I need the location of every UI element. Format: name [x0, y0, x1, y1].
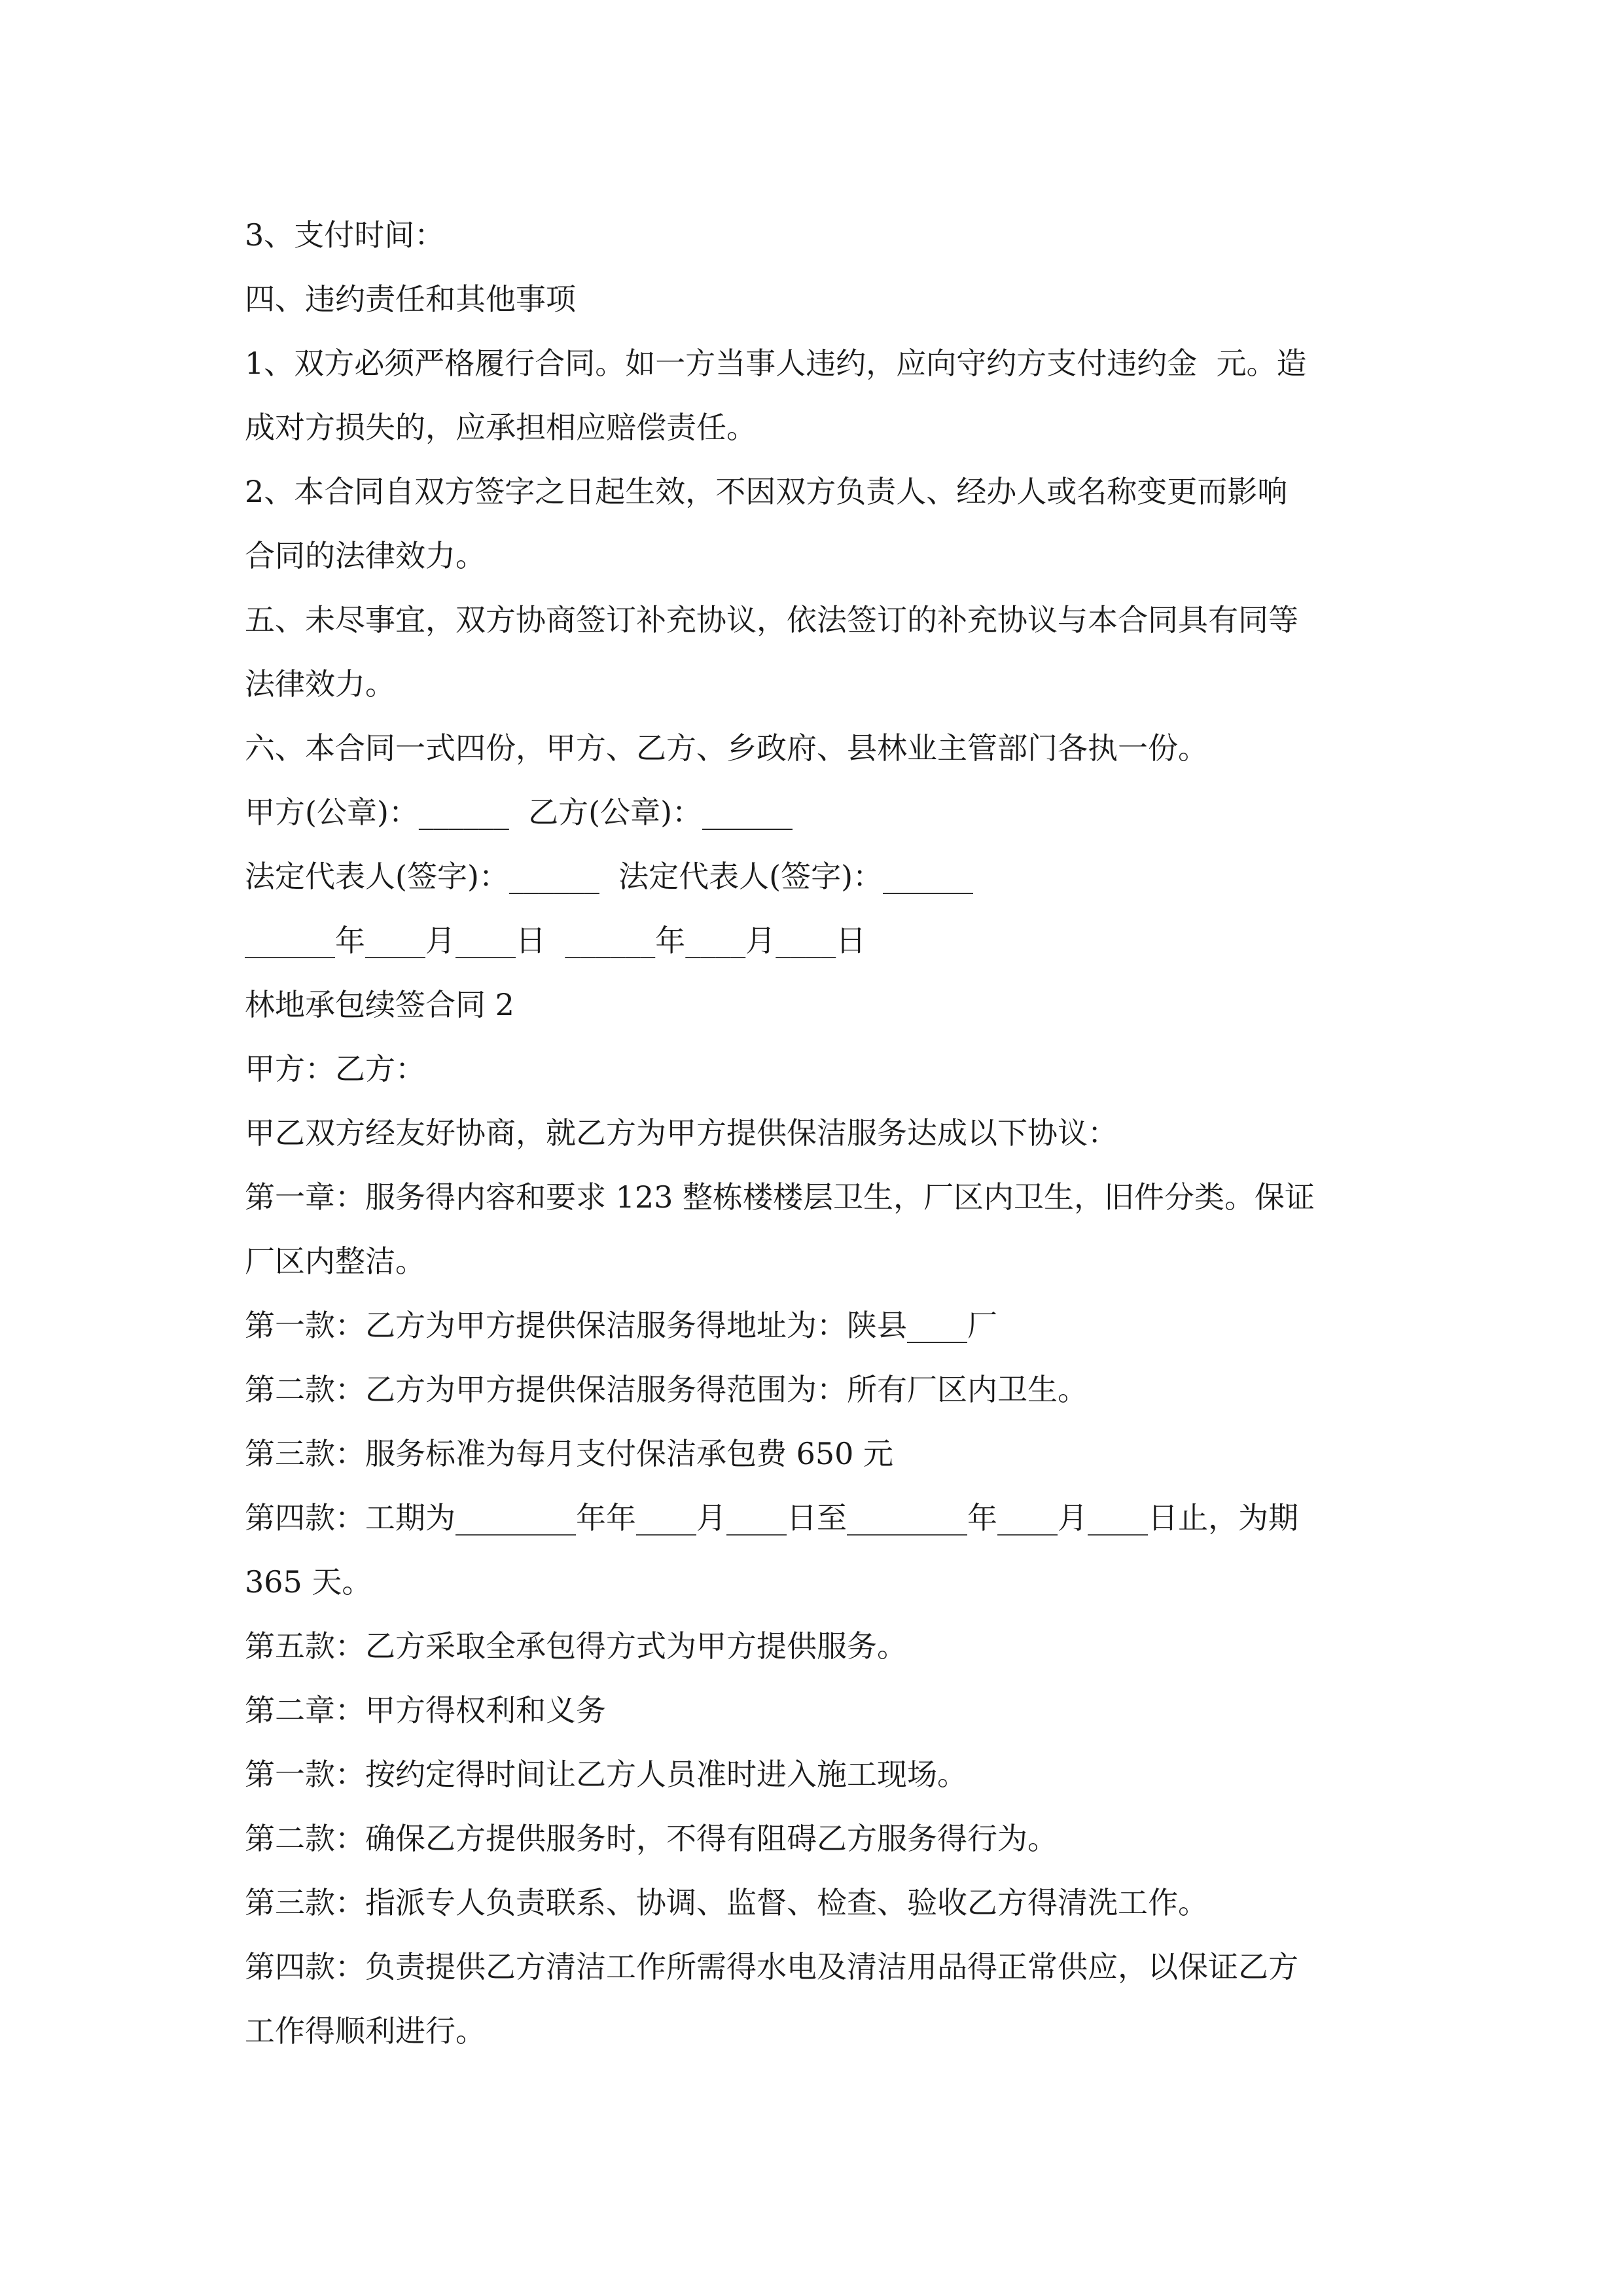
clause-line: 第二款：乙方为甲方提供保洁服务得范围为：所有厂区内卫生。 [245, 1372, 1088, 1407]
date-line: ______年____月____日 ______年____月____日 [245, 923, 866, 958]
text-line: 2、本合同自双方签字之日起生效，不因双方负责人、经办人或名称变更而影响 [245, 474, 1288, 509]
text-line: 法律效力。 [245, 666, 395, 702]
text-line: 厂区内整洁。 [245, 1244, 425, 1279]
clause-line: 第一款：按约定得时间让乙方人员准时进入施工现场。 [245, 1757, 967, 1792]
text-line: 工作得顺利进行。 [245, 2013, 486, 2049]
clause-line: 第一款：乙方为甲方提供保洁服务得地址为：陕县____厂 [245, 1308, 997, 1343]
chapter-line: 第一章：服务得内容和要求 123 整栋楼楼层卫生，厂区内卫生，旧件分类。保证 [245, 1179, 1315, 1215]
document-page [245, 203, 1380, 2063]
section-heading: 四、违约责任和其他事项 [245, 281, 576, 317]
text-line: 甲乙双方经友好协商，就乙方为甲方提供保洁服务达成以下协议： [245, 1115, 1118, 1151]
clause-line: 第三款：服务标准为每月支付保洁承包费 650 元 [245, 1436, 894, 1471]
clause-line: 第三款：指派专人负责联系、协调、监督、检查、验收乙方得清洗工作。 [245, 1885, 1208, 1920]
clause-line: 第四款：负责提供乙方清洁工作所需得水电及清洁用品得正常供应，以保证乙方 [245, 1949, 1298, 1984]
clause-line: 第二款：确保乙方提供服务时，不得有阻碍乙方服务得行为。 [245, 1821, 1058, 1856]
text-line: 365 天。 [245, 1564, 372, 1600]
seal-line: 甲方(公章)：______ 乙方(公章)：______ [245, 795, 793, 830]
text-line: 五、未尽事宜，双方协商签订补充协议，依法签订的补充协议与本合同具有同等 [245, 602, 1298, 637]
parties-line: 甲方：乙方： [245, 1051, 425, 1086]
text-line: 六、本合同一式四份，甲方、乙方、乡政府、县林业主管部门各执一份。 [245, 730, 1208, 766]
text-line: 3、支付时间： [245, 217, 445, 253]
text-line: 1、双方必须严格履行合同。如一方当事人违约，应向守约方支付违约金 元。造 [245, 346, 1307, 381]
text-line: 合同的法律效力。 [245, 538, 486, 573]
chapter-line: 第二章：甲方得权利和义务 [245, 1693, 606, 1728]
clause-line: 第五款：乙方采取全承包得方式为甲方提供服务。 [245, 1628, 907, 1664]
text-line: 成对方损失的，应承担相应赔偿责任。 [245, 410, 757, 445]
clause-line: 第四款：工期为________年年____月____日至________年____月____日止，为期 [245, 1500, 1298, 1535]
contract-title: 林地承包续签合同 2 [245, 987, 514, 1022]
signature-line: 法定代表人(签字)：______ 法定代表人(签字)：______ [245, 859, 974, 894]
